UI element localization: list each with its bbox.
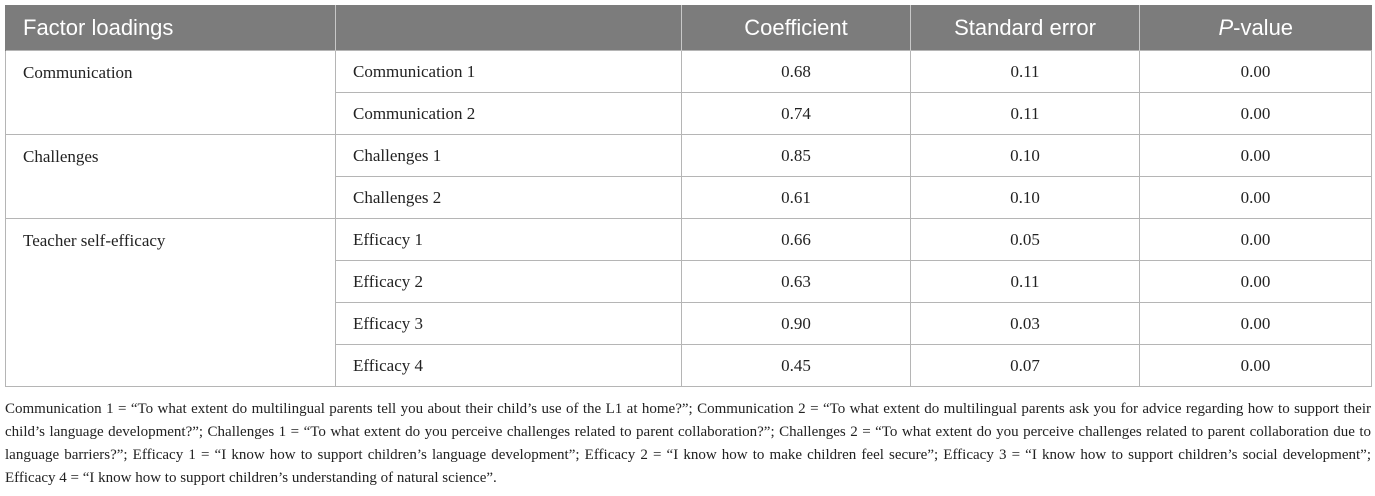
header-standard-error: Standard error bbox=[911, 5, 1140, 51]
item-cell: Communication 1 bbox=[336, 51, 682, 93]
standard-error-cell: 0.05 bbox=[911, 219, 1140, 261]
table-footnote: Communication 1 = “To what extent do multilingual parents tell you about their child’s use of the L1 at home?”; Communication 2 = “To what extent do multilingual parents ask you for advice regarding how to support their child’s language development?”; Challenges 1 = “To what extent do you perceive challenges related to parent collaboration?”; Challenges 2 = “To what extent do you perceive challenges related to parent collaboration due to language barriers?”; Efficacy 1 = “I know how to support children’s language development”; Efficacy 2 = “I know how to make children feel secure”; Efficacy 3 = “I know how to support children’s social development”; Efficacy 4 = “I know how to support children’s understanding of natural science”. bbox=[5, 401, 1371, 486]
p-value-cell: 0.00 bbox=[1140, 177, 1372, 219]
factor-cell: Communication bbox=[6, 51, 336, 135]
table-body bbox=[6, 51, 1372, 387]
header-factor-loadings: Factor loadings bbox=[6, 5, 336, 51]
item-cell: Communication 2 bbox=[336, 93, 682, 135]
p-value-cell: 0.00 bbox=[1140, 93, 1372, 135]
coefficient-cell: 0.74 bbox=[682, 93, 911, 135]
coefficient-cell: 0.63 bbox=[682, 261, 911, 303]
item-cell: Challenges 2 bbox=[336, 177, 682, 219]
standard-error-cell: 0.11 bbox=[911, 261, 1140, 303]
coefficient-cell: 0.61 bbox=[682, 177, 911, 219]
standard-error-cell: 0.11 bbox=[911, 51, 1140, 93]
p-value-cell: 0.00 bbox=[1140, 303, 1372, 345]
factor-loadings-table bbox=[5, 5, 1372, 387]
standard-error-cell: 0.10 bbox=[911, 177, 1140, 219]
standard-error-cell: 0.10 bbox=[911, 135, 1140, 177]
table-row bbox=[6, 219, 1372, 261]
coefficient-cell: 0.90 bbox=[682, 303, 911, 345]
standard-error-cell: 0.11 bbox=[911, 93, 1140, 135]
p-value-cell: 0.00 bbox=[1140, 261, 1372, 303]
factor-cell: Teacher self-efficacy bbox=[6, 219, 336, 387]
header-p-value-suffix: -value bbox=[1233, 14, 1294, 40]
p-value-cell: 0.00 bbox=[1140, 219, 1372, 261]
item-cell: Efficacy 4 bbox=[336, 345, 682, 387]
p-value-cell: 0.00 bbox=[1140, 51, 1372, 93]
header-item bbox=[336, 5, 682, 51]
standard-error-cell: 0.03 bbox=[911, 303, 1140, 345]
factor-loadings-table-container bbox=[5, 5, 1371, 387]
p-value-cell: 0.00 bbox=[1140, 345, 1372, 387]
item-cell: Efficacy 3 bbox=[336, 303, 682, 345]
p-value-cell: 0.00 bbox=[1140, 135, 1372, 177]
item-cell: Efficacy 1 bbox=[336, 219, 682, 261]
coefficient-cell: 0.45 bbox=[682, 345, 911, 387]
coefficient-cell: 0.68 bbox=[682, 51, 911, 93]
item-cell: Efficacy 2 bbox=[336, 261, 682, 303]
header-p-value bbox=[1140, 5, 1372, 51]
coefficient-cell: 0.85 bbox=[682, 135, 911, 177]
header-coefficient: Coefficient bbox=[682, 5, 911, 51]
item-cell: Challenges 1 bbox=[336, 135, 682, 177]
standard-error-cell: 0.07 bbox=[911, 345, 1140, 387]
header-p-value-prefix: P bbox=[1218, 14, 1234, 40]
table-row bbox=[6, 51, 1372, 93]
table-header-row bbox=[6, 5, 1372, 51]
coefficient-cell: 0.66 bbox=[682, 219, 911, 261]
factor-cell: Challenges bbox=[6, 135, 336, 219]
table-row bbox=[6, 135, 1372, 177]
